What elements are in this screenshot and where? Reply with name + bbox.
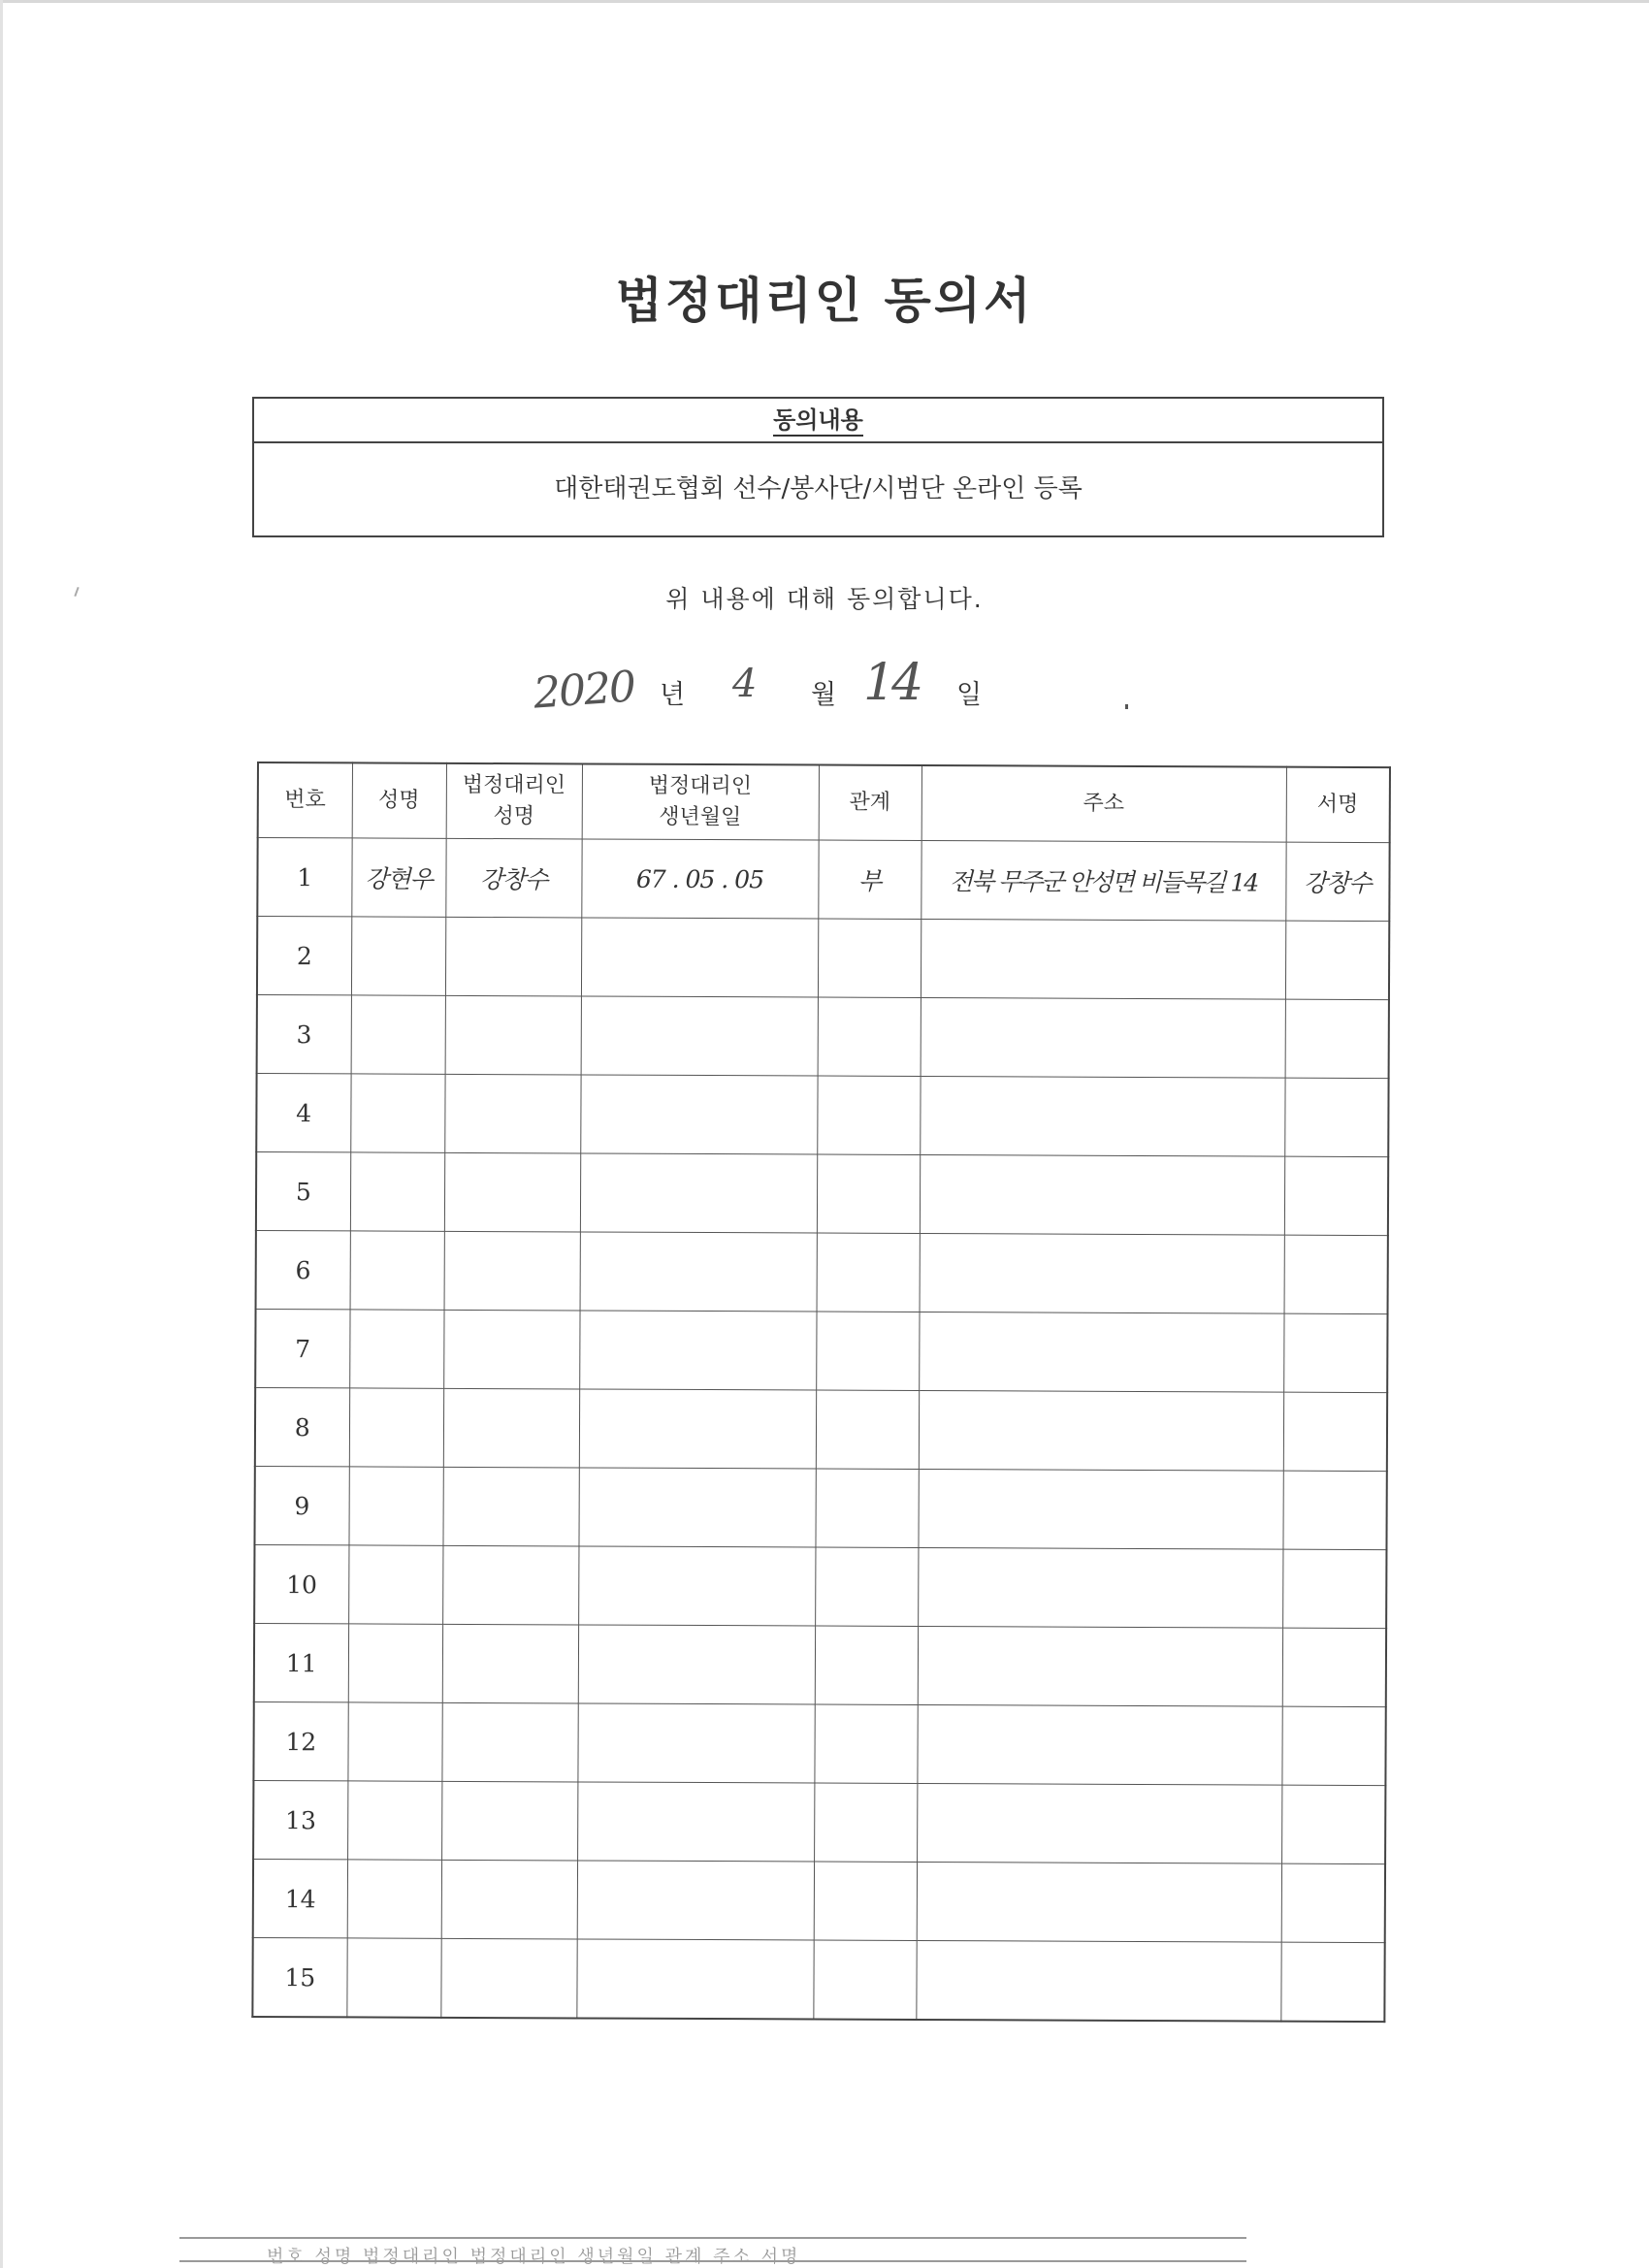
handwritten-year: 2020 <box>532 662 636 719</box>
cell-no: 9 <box>254 1466 348 1544</box>
cell-address <box>918 1547 1282 1628</box>
bottom-page-bleed <box>179 2231 1246 2268</box>
cell-address <box>918 1626 1282 1706</box>
date-line <box>524 654 1106 737</box>
cell-no: 15 <box>252 1937 346 2017</box>
header-name: 성명 <box>352 762 446 838</box>
header-guardian-name-line2: 성명 <box>493 804 535 829</box>
cell-guardian-name <box>444 1231 580 1311</box>
cell-guardian-birth <box>580 1153 817 1233</box>
cell-address <box>918 1469 1282 1549</box>
cell-name <box>348 1467 442 1545</box>
cell-signature <box>1282 1628 1386 1706</box>
cell-relation <box>817 1154 920 1233</box>
cell-address: 전북 무주군 안성면 비들목길 14 <box>921 840 1285 921</box>
bleed-line-top <box>179 2237 1246 2239</box>
handwritten-month: 4 <box>732 662 758 706</box>
header-guardian-birth <box>582 763 819 840</box>
cell-relation: 부 <box>818 840 921 919</box>
cell-no: 6 <box>256 1230 350 1309</box>
document-title: 법정대리인 동의서 <box>615 273 1034 329</box>
cell-relation <box>813 1940 916 2020</box>
cell-guardian-name <box>441 1781 577 1861</box>
cell-signature <box>1285 921 1389 999</box>
table-row <box>257 917 1389 1000</box>
cell-no: 14 <box>253 1859 347 1937</box>
cell-name <box>350 1231 444 1310</box>
table-row <box>256 1152 1388 1236</box>
stray-ink-dot <box>1125 704 1128 709</box>
cell-relation <box>818 919 921 997</box>
table-row <box>254 1466 1386 1549</box>
cell-guardian-birth <box>581 918 818 997</box>
cell-no: 5 <box>256 1152 350 1231</box>
cell-guardian-birth <box>579 1311 816 1390</box>
header-relation: 관계 <box>819 765 922 841</box>
cell-signature <box>1282 1549 1386 1628</box>
cell-relation <box>815 1547 918 1626</box>
cell-relation <box>816 1390 919 1469</box>
cell-relation <box>814 1783 917 1862</box>
cell-name <box>347 1860 441 1938</box>
cell-name <box>348 1545 442 1624</box>
cell-guardian-birth <box>577 1782 814 1862</box>
cell-guardian-birth <box>576 1939 813 2020</box>
cell-relation <box>816 1312 919 1390</box>
month-label: 월 <box>811 680 837 710</box>
cell-name <box>347 1702 441 1781</box>
cell-relation <box>815 1469 918 1547</box>
day-label: 일 <box>956 680 983 710</box>
cell-guardian-birth <box>578 1625 815 1704</box>
consent-body: 대한태권도협회 선수/봉사단/시범단 온라인 등록 <box>554 474 1083 503</box>
table-row <box>255 1387 1387 1471</box>
cell-name <box>351 995 445 1074</box>
table-row <box>254 1544 1386 1628</box>
cell-signature <box>1280 1942 1384 2022</box>
cell-relation <box>814 1862 917 1940</box>
scan-edge-left <box>0 0 3 2268</box>
cell-address <box>920 1154 1284 1235</box>
cell-relation <box>817 1076 920 1154</box>
table-row <box>257 995 1389 1079</box>
cell-guardian-name <box>443 1310 579 1389</box>
cell-signature <box>1281 1785 1385 1863</box>
header-guardian-name-line1: 법정대리인 <box>462 772 566 798</box>
table-row <box>257 838 1389 922</box>
cell-address <box>920 1233 1284 1313</box>
cell-guardian-name <box>443 1388 579 1468</box>
cell-guardian-birth <box>577 1861 814 1940</box>
table-row <box>253 1780 1385 1863</box>
cell-relation <box>818 997 921 1076</box>
cell-address <box>919 1312 1283 1392</box>
header-address: 주소 <box>922 765 1286 842</box>
cell-no: 11 <box>254 1623 348 1701</box>
cell-name <box>347 1781 441 1860</box>
scan-edge-top <box>0 0 1649 3</box>
bleed-text: 번호 성명 법정대리인 법정대리인 생년월일 관계 주소 서명 <box>267 2247 801 2267</box>
header-guardian-birth-line2: 생년월일 <box>659 804 742 830</box>
cell-address <box>917 1862 1281 1942</box>
cell-guardian-birth <box>579 1389 816 1469</box>
consent-header <box>254 399 1382 443</box>
cell-guardian-name <box>442 1545 578 1625</box>
cell-guardian-name <box>441 1702 577 1782</box>
cell-relation <box>814 1704 917 1783</box>
cell-guardian-name <box>445 995 581 1075</box>
cell-no: 8 <box>255 1387 349 1466</box>
cell-no: 12 <box>253 1701 347 1780</box>
cell-guardian-birth <box>578 1546 815 1626</box>
agreement-statement: 위 내용에 대해 동의합니다. <box>665 585 984 613</box>
cell-guardian-name <box>442 1624 578 1703</box>
cell-signature <box>1281 1863 1385 1942</box>
table-row <box>256 1230 1388 1313</box>
cell-address <box>917 1783 1281 1863</box>
cell-no: 1 <box>257 838 351 917</box>
cell-guardian-birth <box>577 1703 814 1783</box>
table-row <box>256 1074 1388 1157</box>
header-no: 번호 <box>258 762 352 838</box>
cell-no: 2 <box>257 917 351 995</box>
consent-header-label: 동의내용 <box>773 406 863 437</box>
table-row <box>254 1623 1386 1706</box>
cell-signature <box>1284 1156 1388 1235</box>
cell-name: 강현우 <box>351 838 445 917</box>
cell-no: 7 <box>255 1309 349 1387</box>
cell-signature <box>1285 999 1389 1078</box>
cell-guardian-name: 강창수 <box>445 838 581 918</box>
cell-address <box>919 1390 1283 1471</box>
cell-guardian-name <box>440 1938 576 2018</box>
table-row <box>253 1859 1385 1942</box>
cell-relation <box>817 1233 920 1312</box>
cell-signature: 강창수 <box>1285 842 1389 921</box>
cell-guardian-birth <box>581 996 818 1076</box>
cell-name <box>349 1388 443 1467</box>
cell-no: 3 <box>257 995 351 1074</box>
cell-address <box>917 1704 1281 1785</box>
cell-signature <box>1284 1078 1388 1156</box>
cell-signature <box>1284 1235 1388 1313</box>
table-row <box>255 1309 1387 1392</box>
cell-guardian-birth <box>578 1468 815 1547</box>
cell-relation <box>815 1626 918 1704</box>
cell-guardian-name <box>442 1467 578 1546</box>
cell-name <box>351 917 445 995</box>
cell-name <box>348 1624 442 1702</box>
cell-no: 4 <box>256 1074 350 1152</box>
cell-guardian-birth: 67 . 05 . 05 <box>581 839 818 919</box>
cell-name <box>350 1152 444 1231</box>
cell-address <box>921 919 1285 999</box>
cell-signature <box>1282 1471 1386 1549</box>
cell-guardian-name <box>444 1074 580 1153</box>
cell-signature <box>1283 1313 1387 1392</box>
table-row <box>252 1937 1384 2022</box>
handwritten-day: 14 <box>863 654 921 712</box>
cell-guardian-name <box>441 1860 577 1939</box>
table-row <box>253 1701 1385 1785</box>
cell-guardian-birth <box>580 1232 817 1312</box>
cell-name <box>346 1938 440 2018</box>
cell-name <box>350 1074 444 1152</box>
header-guardian-birth-line1: 법정대리인 <box>648 773 753 799</box>
cell-signature <box>1281 1706 1385 1785</box>
cell-guardian-name <box>445 917 581 996</box>
registration-table <box>251 761 1391 2023</box>
header-guardian-name <box>446 763 582 839</box>
cell-address <box>920 1076 1284 1156</box>
year-label: 년 <box>660 680 686 710</box>
consent-box <box>252 397 1384 537</box>
cell-signature <box>1283 1392 1387 1471</box>
cell-name <box>349 1310 443 1388</box>
cell-no: 13 <box>253 1780 347 1859</box>
cell-guardian-name <box>444 1152 580 1232</box>
header-signature: 서명 <box>1286 767 1390 843</box>
cell-guardian-birth <box>580 1075 817 1154</box>
cell-no: 10 <box>254 1544 348 1623</box>
cell-address <box>916 1940 1280 2021</box>
table-header-row <box>258 762 1390 843</box>
cell-address <box>921 997 1285 1078</box>
